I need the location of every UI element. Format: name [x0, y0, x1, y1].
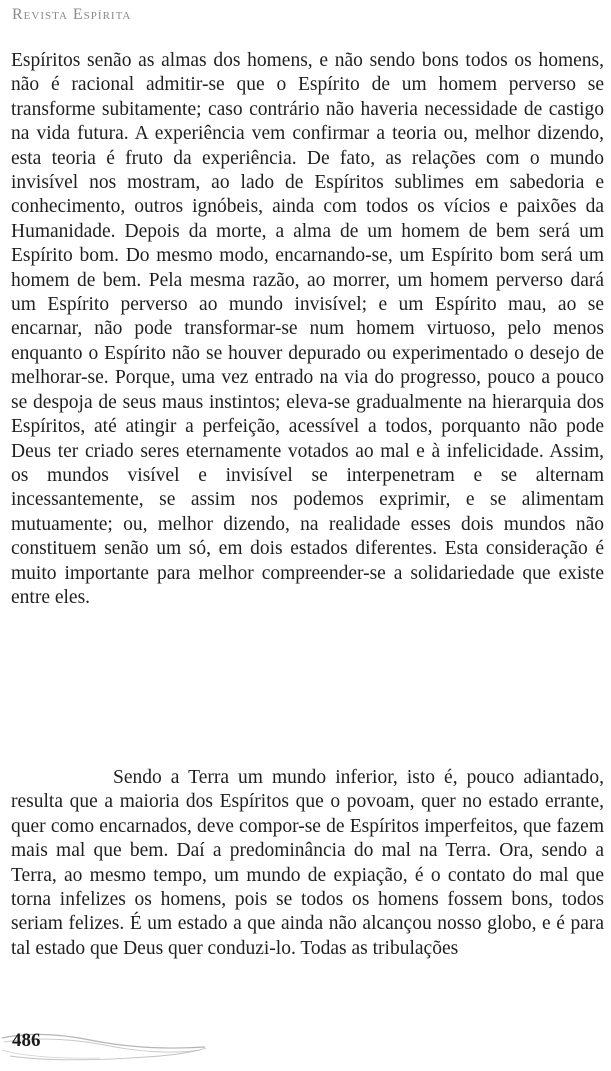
paragraph-2: Sendo a Terra um mundo inferior, isto é, pouco adiantado, resulta que a maioria dos Espíritos que o povoam, quer no estado errante, quer como encarnados, deve compor-se de Espíritos imperfeitos, que fazem mais mal que bem. Daí a predominância do mal na Terra. Ora, sendo a Terra, ao mesmo tempo, um mundo de expiação, é o contato do mal que torna infelizes os homens, pois se todos os homens fossem bons, todos seriam felizes. É um estado a que ainda não alcançou nosso globo, e é para tal estado que Deus quer conduzi-lo. Todas as tribulações	[11, 767, 604, 959]
running-title: Revista Espírita	[12, 6, 132, 23]
paragraph-1: Espíritos senão as almas dos homens, e não sendo bons todos os homens, não é racional admitir-se que o Espírito de um homem perverso se transforme subitamente; caso contrário não haveria necessidade de castigo na vida futura. A experiência vem confirmar a teoria ou, melhor dizendo, esta teoria é fruto da experiência. De fato, as relações com o mundo invisível nos mostram, ao lado de Espíritos sublimes em sabedoria e conhecimento, outros ignóbeis, ainda com todos os vícios e paixões da Humanidade. Depois da morte, a alma de um homem de bem será um Espírito bom. Do mesmo modo, encarnando-se, um Espírito bom será um homem de bem. Pela mesma razão, ao morrer, um homem perverso dará um Espírito perverso ao mundo invisível; e um Espírito mau, ao se encarnar, não pode transformar-se num homem virtuoso, pelo menos enquanto o Espírito não se houver depurado ou experimentado o desejo de melhorar-se. Porque, uma vez entrado na via do progresso, pouco a pouco se despoja de seus maus instintos; eleva-se gradualmente na hierarquia dos Espíritos, até atingir a perfeição, acessível a todos, porquanto não pode Deus ter criado seres eternamente votados ao mal e à infelicidade. Assim, os mundos visível e invisível se interpenetram e se alternam incessantemente, se assim nos podemos exprimir, e se alimentam mutuamente; ou, melhor dizendo, na realidade esses dois mundos não constituem senão um só, em dois estados diferentes. Esta consideração é muito importante para melhor compreender-se a solidariedade que existe entre eles.	[11, 50, 604, 608]
page-number: 486	[12, 1030, 41, 1051]
